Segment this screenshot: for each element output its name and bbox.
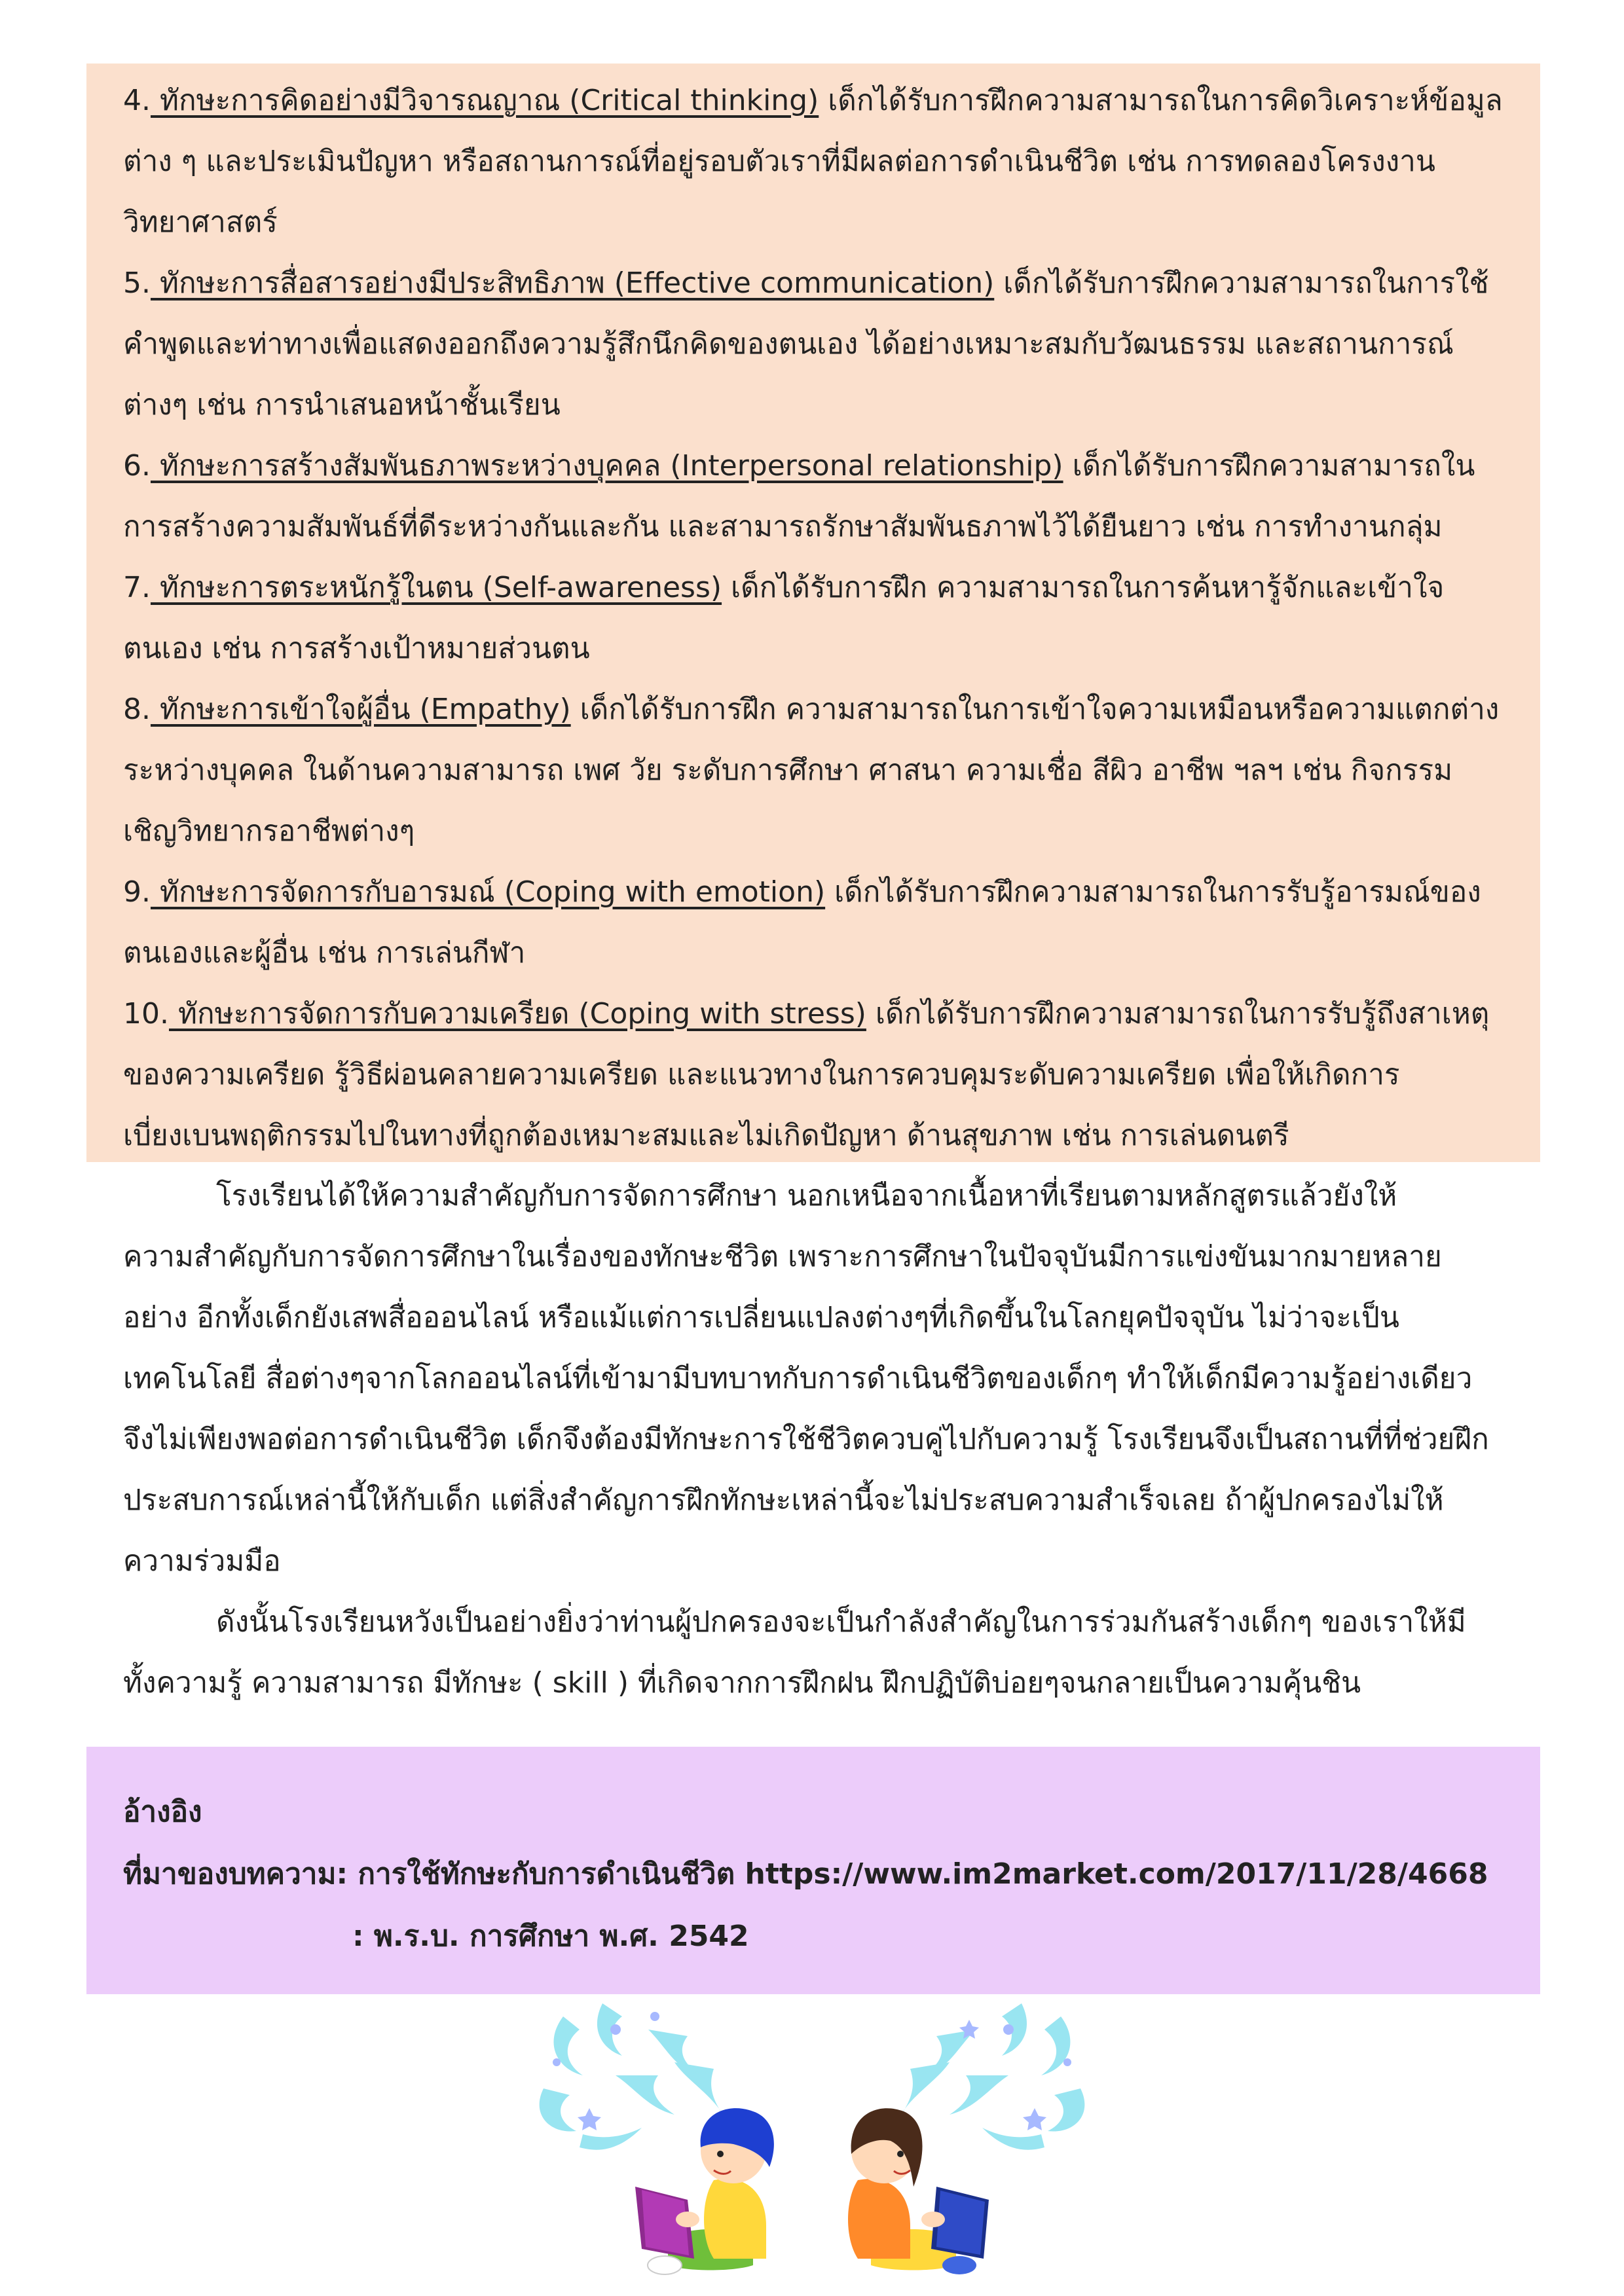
skill-line: ต่างๆ เช่น การนำเสนอหน้าชั้นเรียน xyxy=(123,388,561,422)
skill-line: เบี่ยงเบนพฤติกรรมไปในทางที่ถูกต้องเหมาะสมและไม่เกิดปัญหา ด้านสุขภาพ เช่น การเล่นดนตรี xyxy=(123,1119,1289,1152)
skill-number: 9. xyxy=(123,875,151,909)
paragraph-line: ประสบการณ์เหล่านี้ให้กับเด็ก แต่สิ่งสำคัญการฝึกทักษะเหล่านี้จะไม่ประสบความสำเร็จเลย ถ้าผู้ปกครองไม่ให้ xyxy=(123,1484,1444,1517)
skill-number: 6. xyxy=(123,449,151,483)
skill-text: เด็กได้รับการฝึกความสามารถใน xyxy=(1063,449,1475,483)
skill-first-line xyxy=(123,557,1483,618)
skill-line: วิทยาศาสตร์ xyxy=(123,206,278,239)
skill-line: ของความเครียด รู้วิธีผ่อนคลายความเครียด และแนวทางในการควบคุมระดับความเครียด เพื่อให้เกิดการ xyxy=(123,1058,1400,1091)
reference-law: : พ.ร.บ. การศึกษา พ.ศ. 2542 xyxy=(352,1920,749,1953)
skill-text: เด็กได้รับการฝึก ความสามารถในการเข้าใจความเหมือนหรือความแตกต่าง xyxy=(570,693,1500,726)
skill-title: ทักษะการตระหนักรู้ในตน (Self-awareness) xyxy=(150,571,722,604)
paragraph-importance xyxy=(123,1165,1511,1592)
skill-text: เด็กได้รับการฝึกความสามารถในการใช้ xyxy=(994,266,1489,300)
reference-heading: อ้างอิง xyxy=(123,1795,202,1829)
skill-title: ทักษะการคิดอย่างมีวิจารณญาณ (Critical thinking) xyxy=(150,84,819,117)
skill-line: การสร้างความสัมพันธ์ที่ดีระหว่างกันและกัน และสามารถรักษาสัมพันธภาพไว้ได้ยืนยาว เช่น การทำงานกลุ่ม xyxy=(123,510,1443,543)
skill-first-line xyxy=(123,435,1483,496)
paragraph-line: อย่าง อีกทั้งเด็กยังเสพสื่อออนไลน์ หรือแม้แต่การเปลี่ยนแปลงต่างๆที่เกิดขึ้นในโลกยุคปัจจุบัน ไม่ว่าจะเป็น xyxy=(123,1301,1399,1334)
boy-figure xyxy=(635,2108,774,2274)
skill-text: เด็กได้รับการฝึก ความสามารถในการค้นหารู้จักและเข้าใจ xyxy=(722,571,1445,604)
reference-source: ที่มาของบทความ: การใช้ทักษะกับการดำเนินชีวิต https://www.im2market.com/2017/11/28/4668 xyxy=(123,1857,1488,1891)
skill-line: คำพูดและท่าทางเพื่อแสดงออกถึงความรู้สึกนึกคิดของตนเอง ได้อย่างเหมาะสมกับวัฒนธรรม และสถานการณ์ xyxy=(123,327,1454,361)
children-reading-illustration xyxy=(517,1990,1107,2291)
paragraph-conclusion xyxy=(123,1592,1511,1713)
skill-number: 5. xyxy=(123,266,151,300)
paragraph-line: ความร่วมมือ xyxy=(123,1544,281,1578)
skill-number: 4. xyxy=(123,84,151,117)
skill-item-4 xyxy=(123,70,1503,253)
skill-first-line xyxy=(123,253,1489,314)
paragraph-line: ดังนั้นโรงเรียนหวังเป็นอย่างยิ่งว่าท่านผู้ปกครองจะเป็นกำลังสำคัญในการร่วมกันสร้างเด็กๆ ของเราให้มี xyxy=(216,1605,1466,1639)
skill-title: ทักษะการสร้างสัมพันธภาพระหว่างบุคคล (Interpersonal relationship) xyxy=(150,449,1063,483)
skill-line: ตนเองและผู้อื่น เช่น การเล่นกีฬา xyxy=(123,936,526,970)
skill-text: เด็กได้รับการฝึกความสามารถในการคิดวิเคราะห์ข้อมูล xyxy=(819,84,1503,117)
skill-text: เด็กได้รับการฝึกความสามารถในการรับรู้ถึงสาเหตุ xyxy=(866,997,1490,1030)
skill-first-line xyxy=(123,983,1490,1044)
skill-number: 10. xyxy=(123,997,169,1030)
body-text xyxy=(123,1165,1511,1713)
skill-title: ทักษะการเข้าใจผู้อื่น (Empathy) xyxy=(150,693,571,726)
skill-line: ตนเอง เช่น การสร้างเป้าหมายส่วนตน xyxy=(123,632,590,665)
skill-first-line xyxy=(123,679,1500,740)
skill-item-8 xyxy=(123,679,1500,862)
skill-item-5 xyxy=(123,253,1489,435)
paragraph-line: จึงไม่เพียงพอต่อการดำเนินชีวิต เด็กจึงต้องมีทักษะการใช้ชีวิตควบคู่ไปกับความรู้ โรงเรียนจึงเป็นสถานที่ที่ช่วยฝึก xyxy=(123,1423,1489,1456)
skill-first-line xyxy=(123,70,1503,131)
paragraph-line: โรงเรียนได้ให้ความสำคัญกับการจัดการศึกษา นอกเหนือจากเนื้อหาที่เรียนตามหลักสูตรแล้วยังให้ xyxy=(216,1179,1397,1212)
skill-item-10 xyxy=(123,983,1490,1166)
skill-text: เด็กได้รับการฝึกความสามารถในการรับรู้อารมณ์ของ xyxy=(825,875,1481,909)
right-magic-swirl xyxy=(897,2003,1084,2150)
girl-figure xyxy=(848,2108,989,2274)
paragraph-line: เทคโนโลยี สื่อต่างๆจากโลกออนไลน์ที่เข้ามามีบทบาทกับการดำเนินชีวิตของเด็กๆ ทำให้เด็กมีความรู้อย่างเดียว xyxy=(123,1362,1473,1395)
skill-title: ทักษะการสื่อสารอย่างมีประสิทธิภาพ (Effective communication) xyxy=(150,266,995,300)
skill-item-9 xyxy=(123,862,1483,983)
skill-title: ทักษะการจัดการกับอารมณ์ (Coping with emotion) xyxy=(150,875,826,909)
paragraph-line: ทั้งความรู้ ความสามารถ มีทักษะ ( skill ) ที่เกิดจากการฝึกฝน ฝึกปฏิบัติบ่อยๆจนกลายเป็นความคุ้นชิน xyxy=(123,1666,1361,1700)
skill-first-line xyxy=(123,862,1483,922)
skill-title: ทักษะการจัดการกับความเครียด (Coping with stress) xyxy=(168,997,866,1030)
paragraph-line: ความสำคัญกับการจัดการศึกษาในเรื่องของทักษะชีวิต เพราะการศึกษาในปัจจุบันมีการแข่งขันมากมายหลาย xyxy=(123,1240,1442,1273)
skill-item-7 xyxy=(123,557,1483,679)
skill-number: 7. xyxy=(123,571,151,604)
skill-line: เชิญวิทยากรอาชีพต่างๆ xyxy=(123,814,415,848)
skill-line: ระหว่างบุคคล ในด้านความสามารถ เพศ วัย ระดับการศึกษา ศาสนา ความเชื่อ สีผิว อาชีพ ฯลฯ เช่น กิจกรรม xyxy=(123,754,1453,787)
reference-box xyxy=(86,1747,1540,1994)
skills-box xyxy=(86,64,1540,1162)
skill-line: ต่าง ๆ และประเมินปัญหา หรือสถานการณ์ที่อยู่รอบตัวเราที่มีผลต่อการดำเนินชีวิต เช่น การทดลองโครงงาน xyxy=(123,145,1435,178)
skill-item-6 xyxy=(123,435,1483,557)
skill-number: 8. xyxy=(123,693,151,726)
left-magic-swirl xyxy=(540,2003,727,2150)
